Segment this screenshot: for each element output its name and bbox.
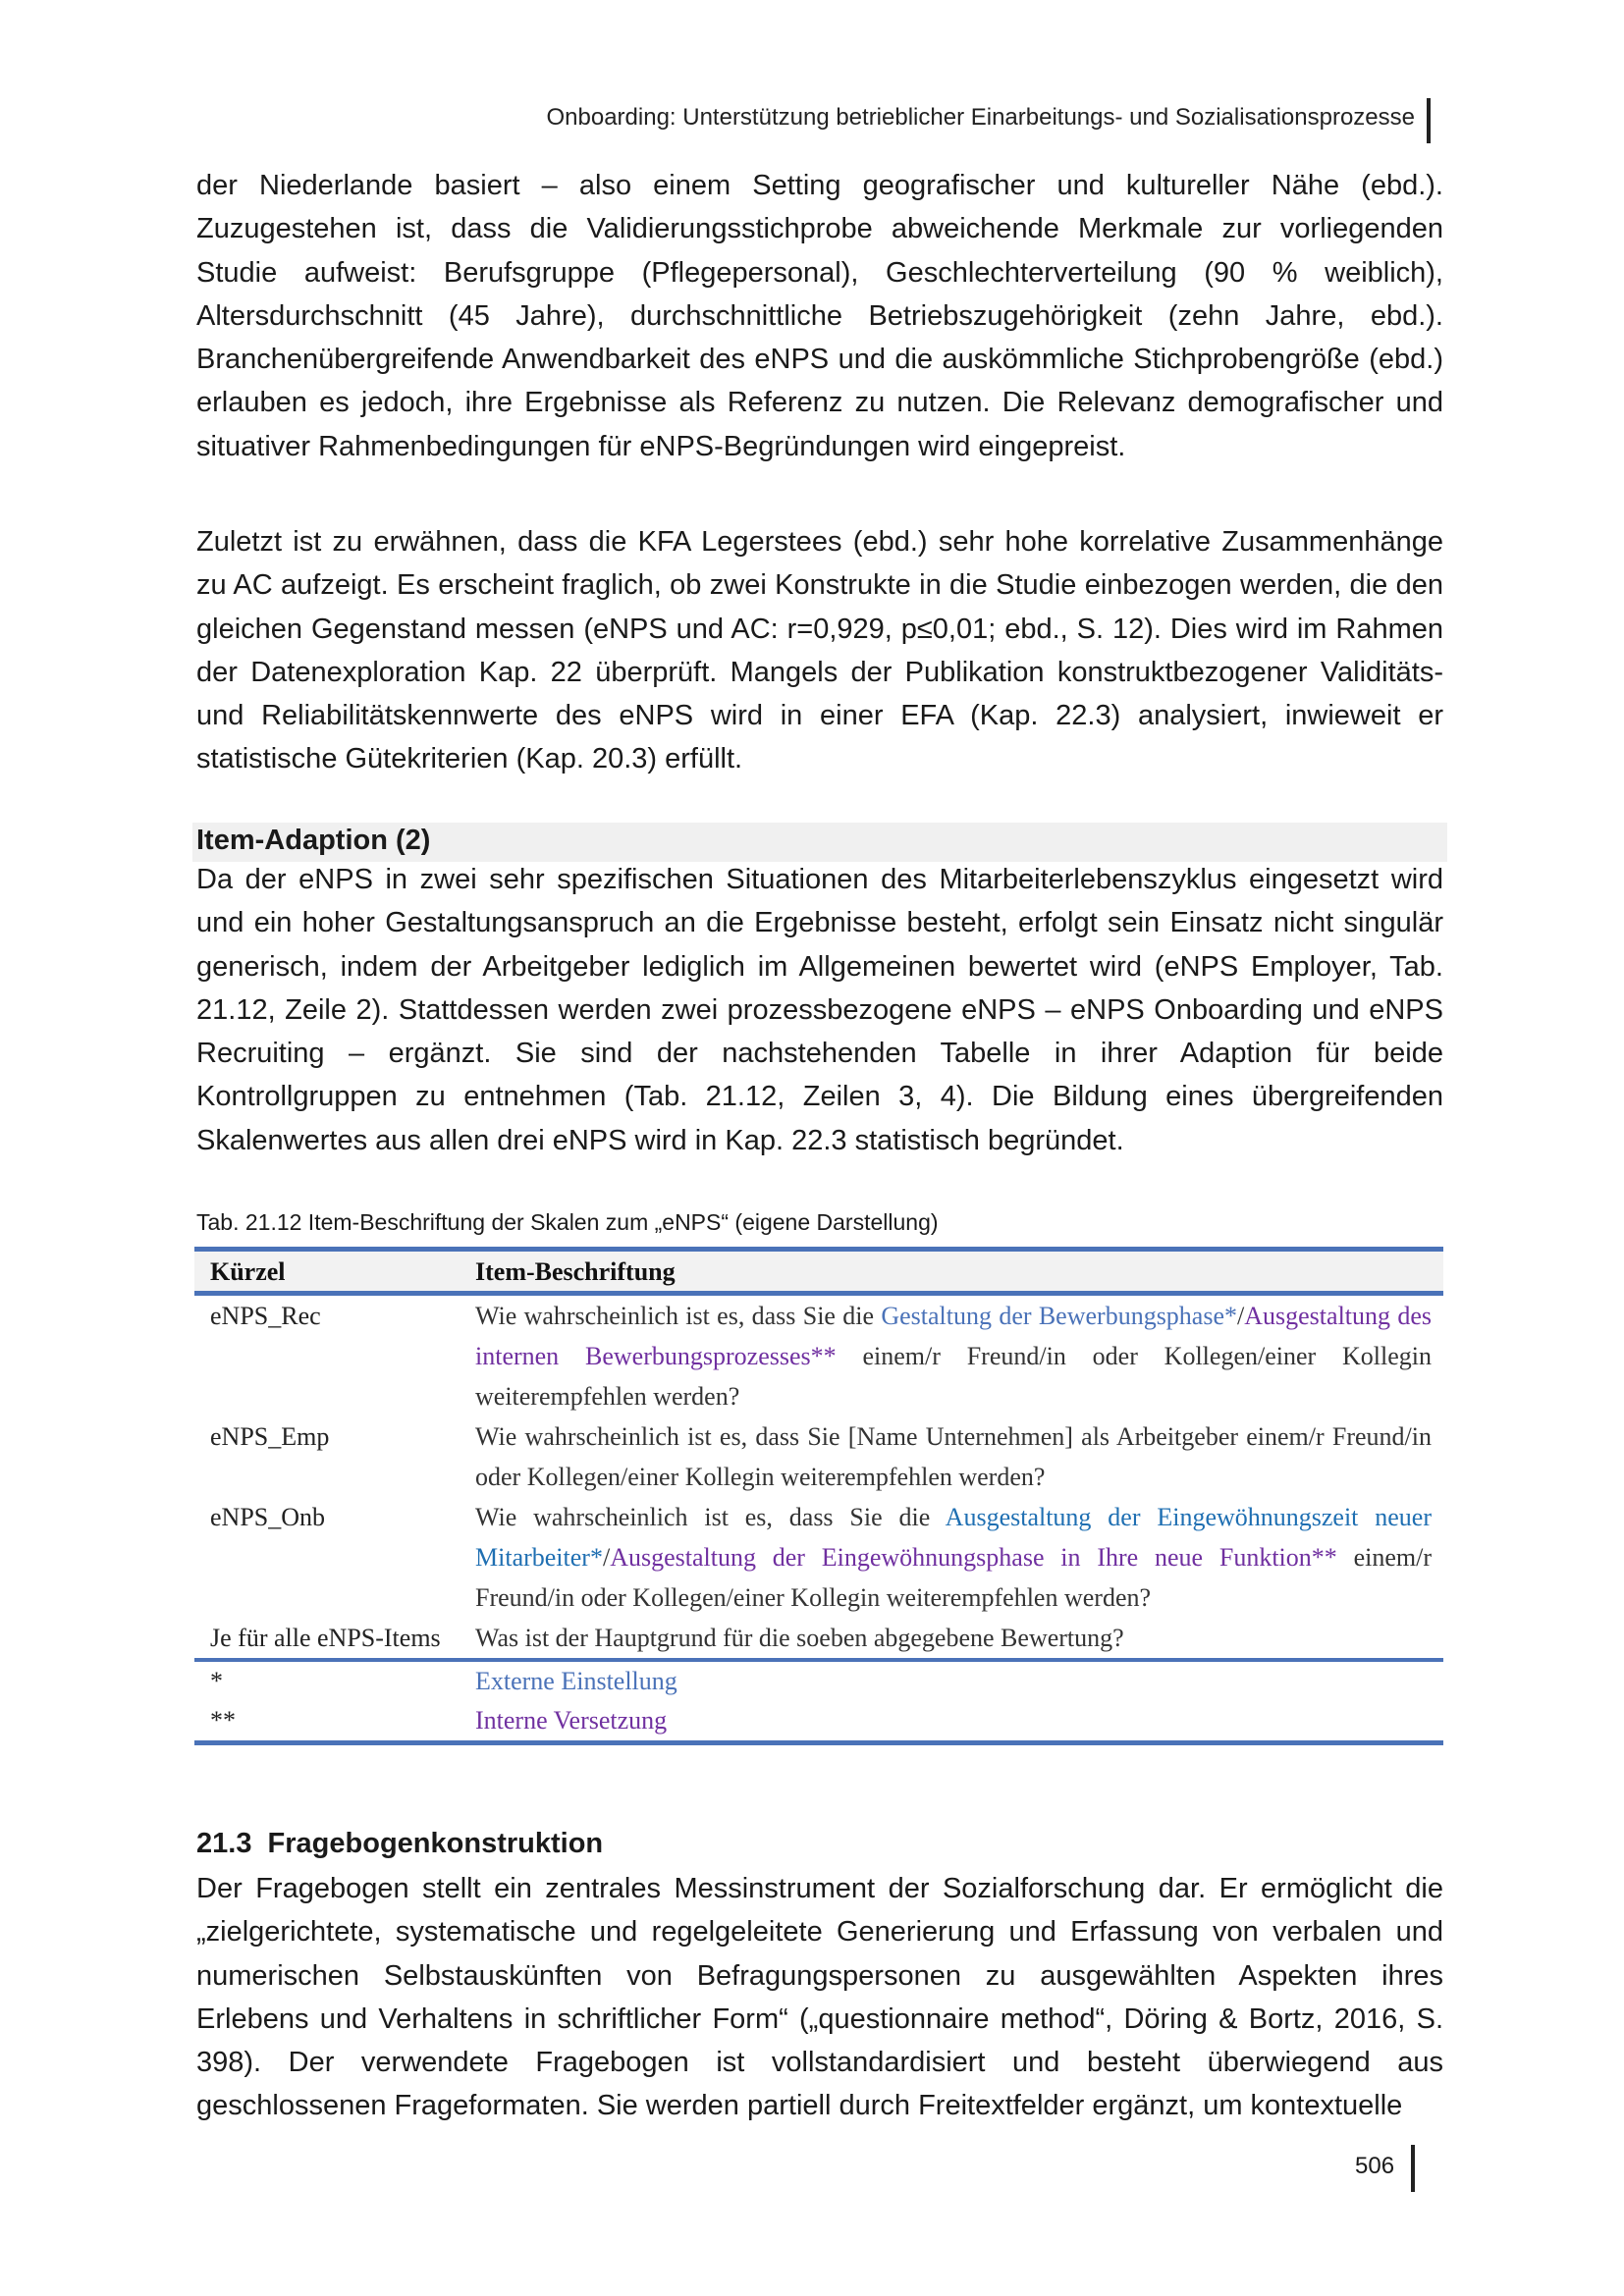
table-row (194, 1416, 1443, 1497)
text: einem/r Freund/in oder Kollegen/einer Kollegin weiterempfehlen werden? (475, 1342, 1432, 1411)
footer-rule (1411, 2145, 1415, 2192)
paragraph: Da der eNPS in zwei sehr spezifischen Situationen des Mitarbeiterlebenszyklus eingesetzt wird und ein hoher Gestaltungsanspruch an die Ergebnisse besteht, erfolgt sein Einsatz nicht singulär generisch, indem der Arbeitgeber lediglich im Allgemeinen bewertet wird (eNPS Employer, Tab. 21.12, Zeile 2). Stattdessen werden zwei prozessbezogene eNPS – eNPS Onboarding und eNPS Recruiting – ergänzt. Sie sind der nachstehenden Tabelle in ihrer Adaption für beide Kontrollgruppen zu entnehmen (Tab. 21.12, Zeilen 3, 4). Die Bildung eines übergreifenden Skalenwertes aus allen drei eNPS wird in Kap. 22.3 statistisch begründet. (196, 864, 1443, 1156)
row-key: eNPS_Rec (210, 1302, 321, 1330)
footnote-text: Interne Versetzung (460, 1701, 1443, 1743)
section-heading: 21.3 Fragebogenkonstruktion (196, 1828, 604, 1859)
subheading-item-adaption: Item-Adaption (2) (196, 825, 431, 856)
text: Wie wahrscheinlich ist es, dass Sie die (475, 1302, 882, 1330)
column-header: Item-Beschriftung (475, 1257, 676, 1286)
row-key: eNPS_Emp (210, 1422, 330, 1451)
table-header-row (194, 1250, 1443, 1294)
internal-text: Ausgestaltung des internen Bewerbungsprozesses** (475, 1302, 1432, 1370)
footnote-mark: ** (194, 1701, 460, 1743)
running-header: Onboarding: Unterstützung betrieblicher Einarbeitungs- und Sozialisationsprozesse (546, 104, 1415, 131)
table-caption: Tab. 21.12 Item-Beschriftung der Skalen zum „eNPS“ (eigene Darstellung) (196, 1209, 939, 1235)
item-table (194, 1247, 1443, 1745)
header-rule (1427, 98, 1431, 143)
internal-text: Ausgestaltung der Eingewöhnungsphase in Ihre neue Funktion** (610, 1543, 1337, 1572)
table-row (194, 1497, 1443, 1618)
row-description: Wie wahrscheinlich ist es, dass Sie [Name Unternehmen] als Arbeitgeber einem/r Freund/in oder Kollegen/einer Kollegin weiterempfehlen werden? (475, 1422, 1432, 1491)
separator: / (602, 1543, 611, 1572)
paragraph: Zuletzt ist zu erwähnen, dass die KFA Legerstees (ebd.) sehr hohe korrelative Zusammenhänge zu AC aufzeigt. Es erscheint fraglich, ob zwei Konstrukte in die Studie einbezogen werden, die den gleichen Gegenstand messen (eNPS und AC: r=0,929, p≤0,01; ebd., S. 12). Dies wird im Rahmen der Datenexploration Kap. 22 überprüft. Mangels der Publikation konstruktbezogener Validitäts- und Reliabilitätskennwerte des eNPS wird in einer EFA (Kap. 22.3) analysiert, inwieweit er statistische Gütekriterien (Kap. 20.3) erfüllt. (196, 526, 1443, 775)
text: einem/r Freund/in oder Kollegen/einer Kollegin weiterempfehlen werden? (475, 1543, 1432, 1612)
row-key: Je für alle eNPS-Items (210, 1624, 441, 1652)
row-description (460, 1294, 1443, 1417)
footnote-row (194, 1660, 1443, 1701)
paragraph: Der Fragebogen stellt ein zentrales Messinstrument der Sozialforschung dar. Er ermöglicht die „zielgerichtete, systematische und regelgeleitete Generierung und Erfassung von verbalen und numerischen Selbstauskünften von Befragungspersonen zu ausgewählten Aspekten ihres Erlebens und Verhaltens in schriftlicher Form“ („questionnaire method“, Döring & Bortz, 2016, S. 398). Der verwendete Fragebogen ist vollstandardisiert und besteht überwiegend aus geschlossenen Frageformaten. Sie werden partiell durch Freitextfelder ergänzt, um kontextuelle (196, 1873, 1443, 2122)
footnote-row (194, 1701, 1443, 1743)
external-text: Ausgestaltung der Eingewöhnungszeit neuer Mitarbeiter* (475, 1503, 1432, 1572)
table-row (194, 1618, 1443, 1660)
column-header: Kürzel (210, 1257, 286, 1286)
table-row (194, 1294, 1443, 1417)
row-description (460, 1497, 1443, 1618)
footnote-text: Externe Einstellung (460, 1660, 1443, 1701)
text: Wie wahrscheinlich ist es, dass Sie die (475, 1503, 946, 1531)
page-number: 506 (1355, 2153, 1395, 2179)
row-description: Was ist der Hauptgrund für die soeben abgegebene Bewertung? (475, 1624, 1124, 1652)
row-key: eNPS_Onb (210, 1503, 326, 1531)
footnote-mark: * (194, 1660, 460, 1701)
separator: / (1237, 1302, 1245, 1330)
paragraph: der Niederlande basiert – also einem Setting geografischer und kultureller Nähe (ebd.). Zuzugestehen ist, dass die Validierungsstichprobe abweichende Merkmale zur vorliegenden Studie aufweist: Berufsgruppe (Pflegepersonal), Geschlechterverteilung (90 % weiblich), Altersdurchschnitt (45 Jahre), durchschnittliche Betriebszugehörigkeit (zehn Jahre, ebd.). Branchenübergreifende Anwendbarkeit des eNPS und die auskömmliche Stichprobengröße (ebd.) erlauben es jedoch, ihre Ergebnisse als Referenz zu nutzen. Die Relevanz demografischer und situativer Rahmenbedingungen für eNPS-Begründungen wird eingepreist. (196, 170, 1443, 462)
external-text: Gestaltung der Bewerbungsphase* (881, 1302, 1238, 1330)
